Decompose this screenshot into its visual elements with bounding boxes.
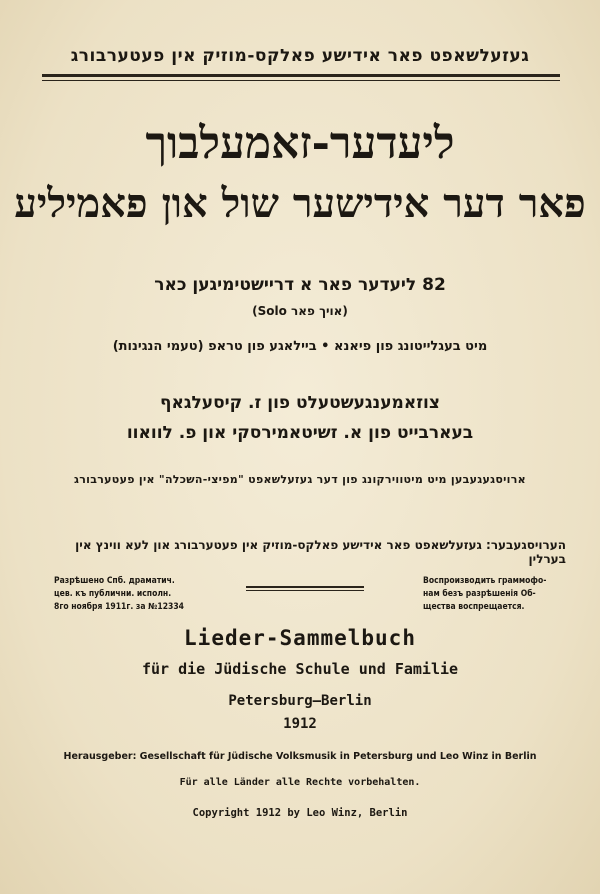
center-ornament-rule bbox=[246, 586, 364, 588]
compiler-line: צוזאמענגעשטעלט פון ז. קיסעלגאף bbox=[160, 393, 440, 413]
publishers-line: הערויסגעבער: געזעלשאפט פאר אידישע פאלקס-מוזיק אין פעטערבורג און לעא ווינץ אין בערלין bbox=[75, 538, 566, 566]
german-publisher: Herausgeber: Gesellschaft für Jüdische Volksmusik in Petersburg und Leo Winz in Berlin bbox=[63, 751, 537, 762]
censorship-line: 8го ноября 1911г. за №12334 bbox=[54, 602, 184, 612]
society-header: געזעלשאפט פאר אידישע פאלקס-מוזיק אין פעטערבורג bbox=[70, 46, 530, 66]
german-place: Petersburg—Berlin bbox=[228, 693, 372, 709]
accompaniment-note: מיט בעגלייטונג פון פיאנא • ביילאגע פון טראפ (טעמי הנגינות) bbox=[112, 339, 488, 354]
songs-description: 82 ליעדער פאר א דריישטימיגען כאר bbox=[154, 275, 446, 295]
gramophone-line: щества воспрещается. bbox=[423, 602, 525, 612]
gramophone-note bbox=[423, 575, 573, 614]
gramophone-line: нам безъ разрѣшенія Об- bbox=[423, 589, 536, 599]
german-title: Lieder-Sammelbuch bbox=[184, 626, 416, 650]
publication-note: ארויסגעגעבען מיט מיטווירקונג פון דער געזעלשאפט "מפיצי-השכלה" אין פעטערבורג bbox=[74, 473, 526, 486]
censorship-note bbox=[54, 575, 204, 614]
censorship-line: Разрѣшено Спб. драматич. bbox=[54, 576, 175, 586]
top-double-rule-thin bbox=[42, 80, 560, 81]
gramophone-line: Воспроизводить граммофо- bbox=[423, 576, 547, 586]
german-subtitle: für die Jüdische Schule und Familie bbox=[141, 660, 459, 678]
german-copyright: Copyright 1912 by Leo Winz, Berlin bbox=[192, 807, 408, 819]
center-ornament-rule-thin bbox=[246, 590, 364, 591]
hebrew-subtitle: פאר דער אידישער שול און פאמיליע bbox=[14, 180, 586, 227]
top-double-rule bbox=[42, 74, 560, 77]
solo-note: (אויך פאר Solo) bbox=[252, 304, 348, 318]
german-rights: Für alle Länder alle Rechte vorbehalten. bbox=[179, 777, 421, 788]
arrangers-line: בעארבייט פון א. זשיטאמירסקי און פ. לוואוו bbox=[126, 423, 474, 443]
censorship-line: цев. къ публични. исполн. bbox=[54, 589, 172, 599]
german-year: 1912 bbox=[283, 716, 317, 732]
hebrew-title: ליעדער-זאמעלבוך bbox=[145, 118, 455, 169]
